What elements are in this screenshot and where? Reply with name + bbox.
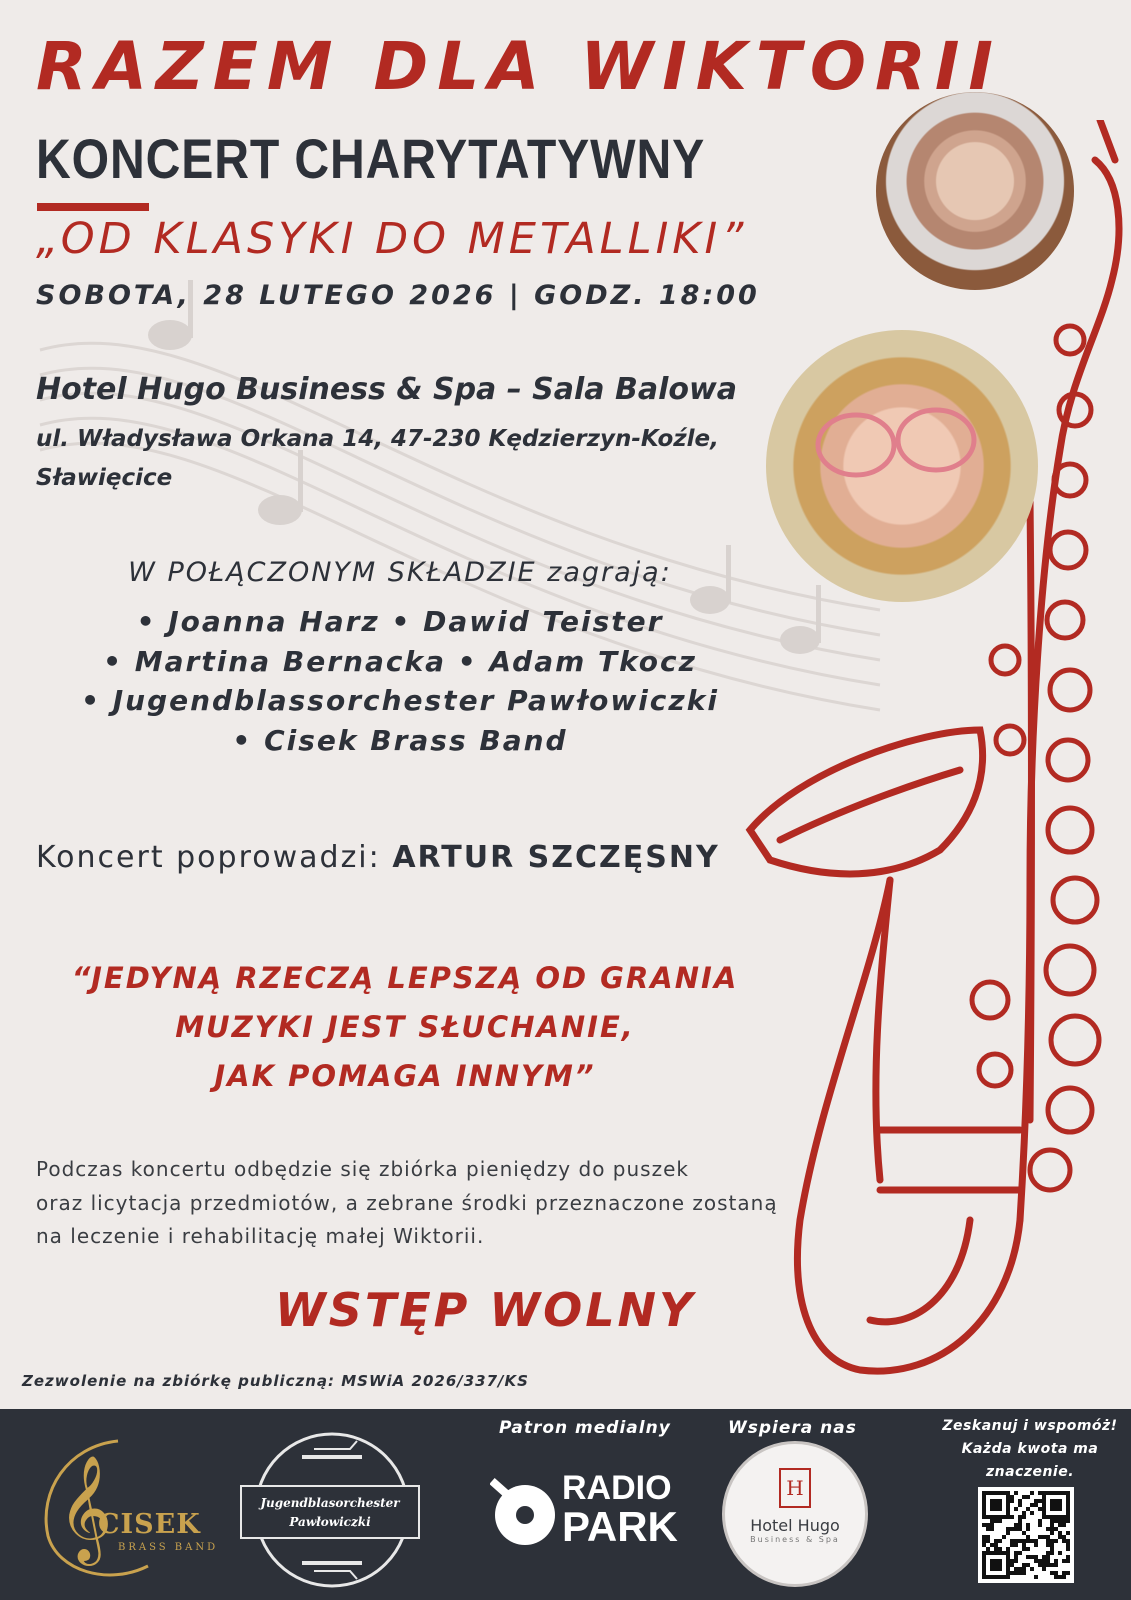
qr-code-pattern	[978, 1487, 1074, 1583]
radio-park-logo	[490, 1469, 680, 1559]
quote-line: “JEDYNĄ RZECZĄ LEPSZĄ OD GRANIA	[71, 961, 739, 995]
description-line: na leczenie i rehabilitację małej Wiktorii.	[36, 1224, 485, 1248]
cisek-brass-band-logo	[28, 1421, 228, 1591]
sponsor-footer	[0, 1409, 1131, 1600]
description	[36, 1153, 856, 1254]
scan-line: Każda kwota ma	[961, 1441, 1099, 1457]
supporter-caption: Wspiera nas	[728, 1418, 857, 1438]
treble-clef-icon	[28, 1421, 228, 1591]
media-patron-caption: Patron medialny	[499, 1418, 671, 1438]
event-tagline: „OD KLASYKI DO METALLIKI”	[36, 214, 748, 264]
hotel-monogram-icon: H	[779, 1468, 811, 1508]
jugend-logo-line: Pawłowiczki	[289, 1515, 371, 1529]
qr-code-icon[interactable]	[978, 1487, 1074, 1583]
scan-line: znaczenie.	[985, 1464, 1075, 1480]
lineup-item: • Martina Bernacka • Adam Tkocz	[103, 644, 697, 678]
child-photo-top	[876, 92, 1074, 290]
event-title: RAZEM DLA WIKTORII	[36, 28, 1002, 105]
host-label: Koncert poprowadzi:	[36, 840, 381, 875]
hotel-hugo-logo	[722, 1441, 868, 1587]
title-underline	[37, 203, 149, 211]
admission-free: WSTĘP WOLNY	[275, 1283, 696, 1337]
jugend-logo-line: Jugendblasorchester	[260, 1496, 400, 1510]
vinyl-disc-icon	[490, 1473, 560, 1553]
venue-name: Hotel Hugo Business & Spa – Sala Balowa	[36, 372, 737, 407]
description-line: oraz licytacja przedmiotów, a zebrane środki przeznaczone zostaną	[36, 1190, 778, 1215]
event-subtitle: KONCERT CHARYTATYWNY	[36, 127, 706, 190]
host-name: ARTUR SZCZĘSNY	[392, 840, 720, 875]
permit-note: Zezwolenie na zbiórkę publiczną: MSWiA 2026/337/KS	[22, 1372, 529, 1390]
radio-logo-line: PARK	[562, 1503, 678, 1550]
child-photo-bottom	[766, 330, 1038, 602]
hotel-logo-sub: Business & Spa	[750, 1535, 840, 1544]
cisek-logo-main: CISEK	[98, 1509, 201, 1540]
jugendblasorchester-logo	[242, 1427, 422, 1593]
host-line	[36, 840, 720, 875]
lineup-heading: W POŁĄCZONYM SKŁADZIE zagrają:	[128, 557, 672, 588]
quote	[40, 954, 770, 1101]
hotel-logo-name: Hotel Hugo	[750, 1516, 840, 1535]
venue-address	[36, 420, 796, 498]
lineup-item: • Cisek Brass Band	[232, 723, 568, 757]
quote-line: JAK POMAGA INNYM”	[214, 1059, 596, 1093]
scan-caption	[935, 1415, 1125, 1484]
svg-text:𝄞: 𝄞	[58, 1454, 113, 1561]
radio-logo-line: RADIO	[562, 1469, 672, 1507]
lineup-list	[40, 602, 760, 760]
jugend-banner	[240, 1485, 420, 1539]
lineup-item: • Joanna Harz • Dawid Teister	[136, 605, 664, 638]
glasses-icon	[766, 330, 1038, 602]
lineup-item: • Jugendblassorchester Pawłowiczki	[81, 684, 719, 717]
address-line: Sławięcice	[36, 465, 173, 491]
address-line: ul. Władysława Orkana 14, 47-230 Kędzierzyn-Koźle,	[36, 426, 719, 452]
description-line: Podczas koncertu odbędzie się zbiórka pieniędzy do puszek	[36, 1157, 689, 1181]
quote-line: MUZYKI JEST SŁUCHANIE,	[175, 1010, 635, 1044]
cisek-logo-sub: BRASS BAND	[118, 1542, 219, 1553]
scan-line: Zeskanuj i wspomóż!	[942, 1418, 1118, 1434]
event-datetime: SOBOTA, 28 LUTEGO 2026 | GODZ. 18:00	[36, 280, 760, 311]
